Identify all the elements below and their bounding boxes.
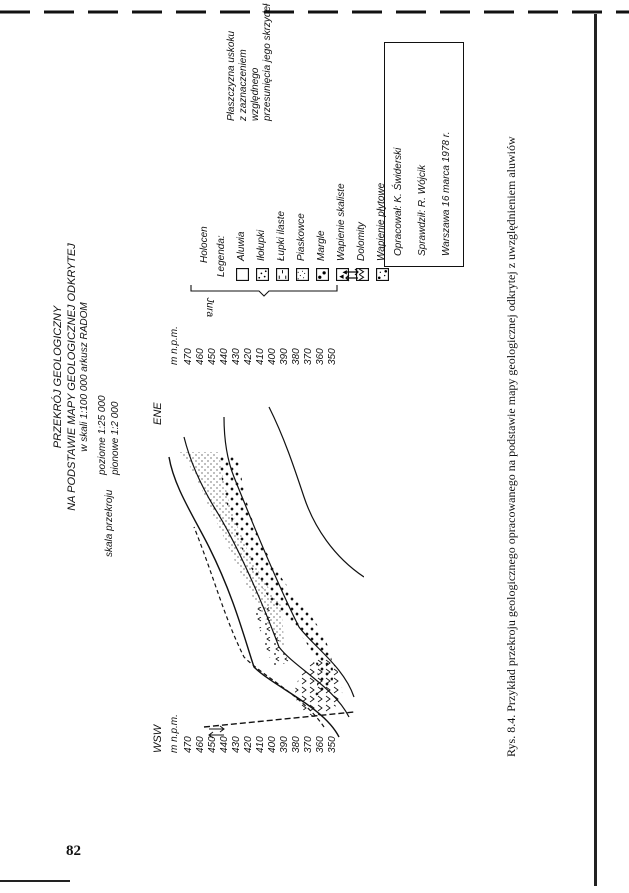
fault-line-1: Płaszczyzna uskoku [226, 30, 237, 121]
legend-item-label: Aluwia [236, 231, 247, 261]
large-dots-box-icon [316, 268, 329, 281]
direction-wsw: WSW [152, 724, 164, 753]
right-elevation-axis [169, 305, 339, 365]
legend-title: Legenda: [216, 235, 227, 277]
axis-tick: 470 [183, 736, 194, 753]
page-number: 82 [66, 843, 81, 859]
direction-ene: ENE [152, 402, 164, 425]
axis-tick: 440 [219, 736, 230, 753]
axis-tick: 460 [195, 348, 206, 365]
mixed-dots-box-icon [376, 268, 389, 281]
axis-tick: 370 [303, 348, 314, 365]
left-axis-unit: m n.p.m. [169, 714, 180, 753]
legend-fault-icon [344, 267, 360, 283]
axis-tick: 460 [195, 736, 206, 753]
cross-section-drawing [164, 377, 364, 757]
axis-tick: 450 [207, 736, 218, 753]
axis-tick: 390 [279, 736, 290, 753]
geological-cross-section-figure [44, 0, 574, 757]
legend-item-label: Margle [316, 230, 327, 261]
axis-tick: 410 [255, 348, 266, 365]
axis-tick: 420 [243, 348, 254, 365]
axis-tick: 390 [279, 348, 290, 365]
scale-vertical: pionowe 1:2 000 [110, 401, 121, 475]
credit-prepared: Opracował: K. Świderski [393, 147, 404, 256]
right-margin-bar [594, 14, 597, 886]
legend-holocen-label: Holocen [199, 226, 210, 263]
axis-tick: 430 [231, 736, 242, 753]
legend-item-label: Łupki ilaste [276, 210, 287, 261]
syncline-line [269, 407, 364, 577]
figure-title-line-1: PRZEKRÓJ GEOLOGICZNY [52, 305, 64, 449]
axis-tick: 350 [327, 348, 338, 365]
scale-horizontal: poziome 1:25 000 [97, 395, 108, 475]
axis-tick: 400 [267, 736, 278, 753]
axis-tick: 350 [327, 736, 338, 753]
axis-tick: 430 [231, 348, 242, 365]
credits-box [384, 42, 464, 267]
legend-item-label: Wapienie skaliste [336, 183, 347, 261]
axis-tick: 470 [183, 348, 194, 365]
bottom-rule [0, 880, 70, 882]
dolomity-layer [295, 659, 342, 717]
credit-checked: Sprawdził: R. Wójcik [417, 164, 428, 256]
fault-line-2: z zaznaczeniem względnego [238, 49, 261, 121]
legend-fault-text [226, 0, 274, 121]
axis-tick: 420 [243, 736, 254, 753]
figure-caption: Rys. 8.4. Przykład przekroju geologicznego opracowanego na podstawie mapy geologicznej odkrytej z uwzględnieniem aluwiów [504, 136, 518, 757]
fault-line-3: przesunięcia jego skrzydeł [262, 3, 273, 121]
axis-tick: 360 [315, 348, 326, 365]
credit-date: Warszawa 16 marca 1978 r. [441, 131, 452, 256]
axis-tick: 450 [207, 348, 218, 365]
axis-tick: 380 [291, 736, 302, 753]
axis-tick: 360 [315, 736, 326, 753]
legend-item-label: Wapienie płytowe [376, 182, 387, 261]
jura-brace [189, 283, 339, 297]
empty-box-icon [236, 268, 249, 281]
axis-tick: 400 [267, 348, 278, 365]
figure-title-line-3: w skali 1:100 000 arkusz RADOM [79, 302, 90, 452]
dots-box-icon [256, 268, 269, 281]
axis-tick: 410 [255, 736, 266, 753]
axis-tick: 440 [219, 348, 230, 365]
legend-jura-label: Jura [204, 297, 215, 317]
legend-item-label: Dolomity [356, 222, 367, 261]
legend-item-label: Iłołupki [256, 229, 267, 261]
fault-arrows-icon [209, 726, 224, 738]
right-axis-unit: m n.p.m. [169, 326, 180, 365]
axis-tick: 380 [291, 348, 302, 365]
axis-tick: 370 [303, 736, 314, 753]
fine-dots-box-icon [296, 268, 309, 281]
figure-title-line-2: NA PODSTAWIE MAPY GEOLOGICZNEJ ODKRYTEJ [66, 243, 78, 511]
dashes-box-icon [276, 268, 289, 281]
scale-label: skala przekroju [104, 489, 115, 557]
legend-item-label: Piaskowce [296, 213, 307, 261]
